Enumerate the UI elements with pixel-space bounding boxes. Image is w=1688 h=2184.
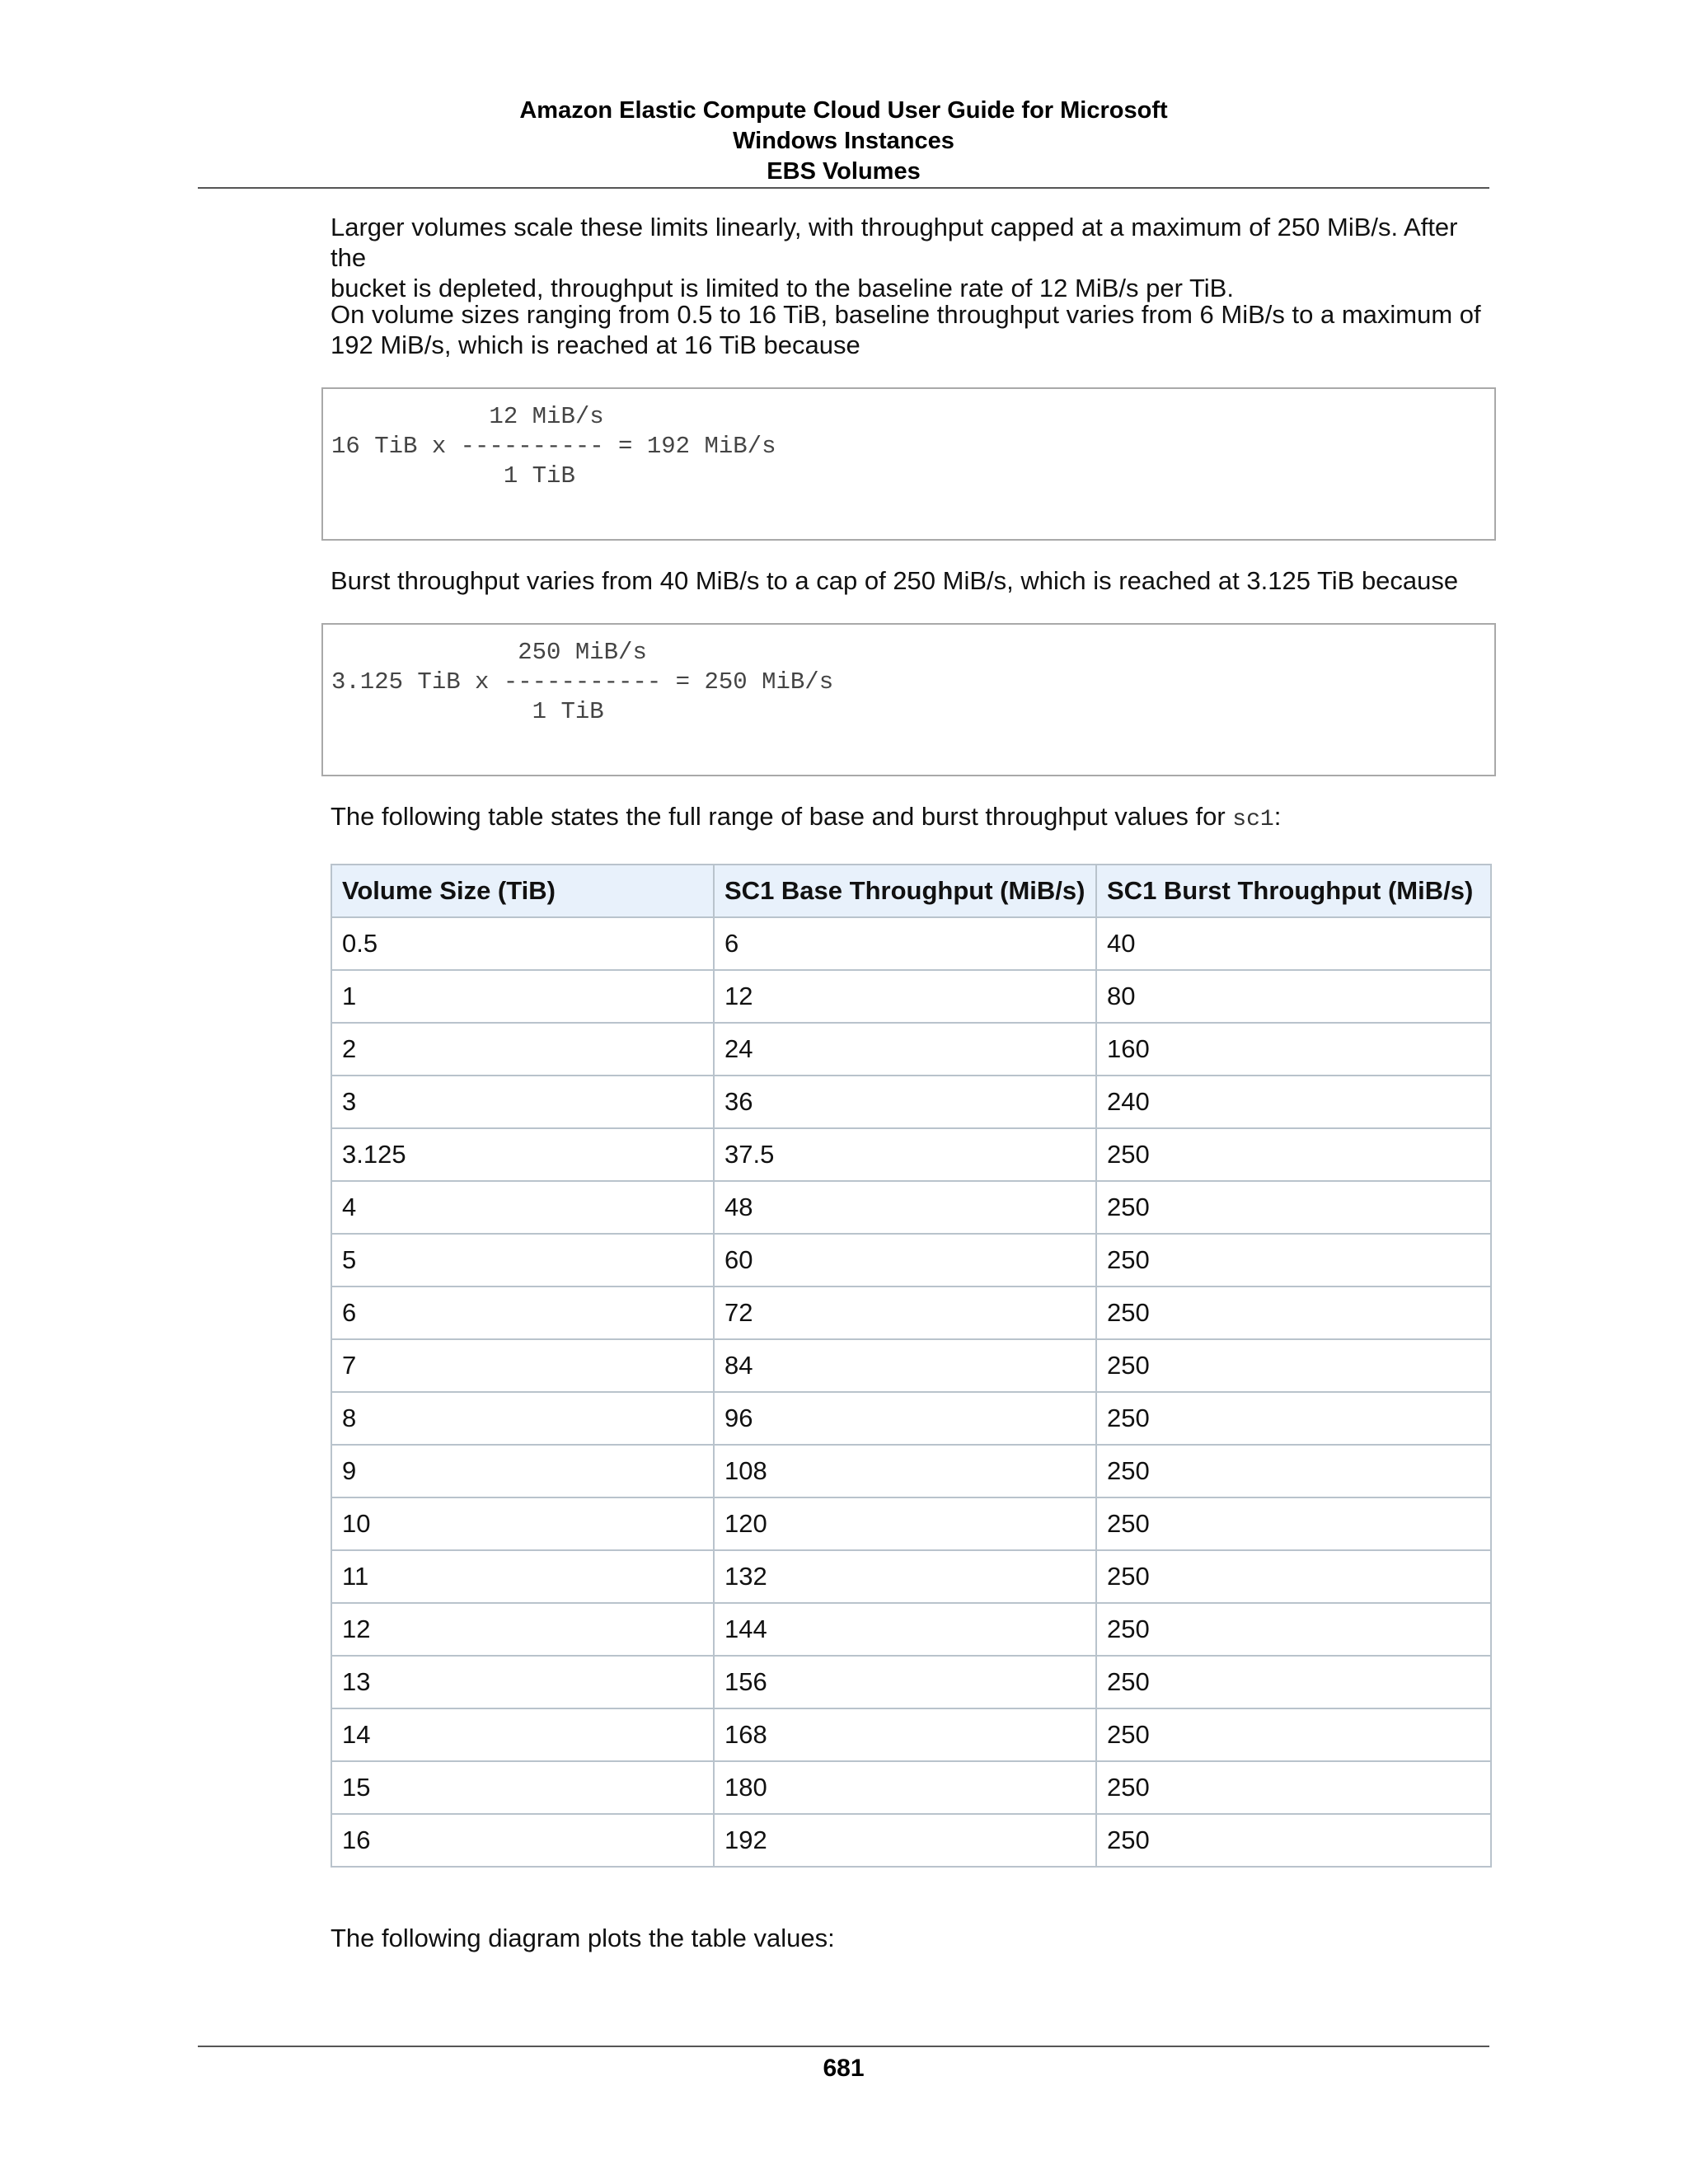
cell-base-throughput: 60 (714, 1234, 1096, 1286)
table-row (331, 1550, 1491, 1603)
cell-base-throughput: 96 (714, 1392, 1096, 1445)
cell-base-throughput: 132 (714, 1550, 1096, 1603)
page-number: 681 (823, 2055, 865, 2082)
column-header-volume-size: Volume Size (TiB) (331, 865, 714, 917)
cell-burst-throughput: 250 (1096, 1392, 1491, 1445)
cell-burst-throughput: 250 (1096, 1234, 1491, 1286)
table-row (331, 970, 1491, 1023)
cell-base-throughput: 37.5 (714, 1128, 1096, 1181)
inline-code-sc1: sc1 (1232, 807, 1274, 832)
code-baseline-formula: 12 MiB/s 16 TiB x ---------- = 192 MiB/s 1 TiB (331, 403, 776, 490)
paragraph-line: 192 MiB/s, which is reached at 16 TiB because (331, 330, 860, 359)
cell-volume-size: 16 (331, 1814, 714, 1867)
table-row (331, 1392, 1491, 1445)
cell-burst-throughput: 250 (1096, 1339, 1491, 1392)
cell-base-throughput: 168 (714, 1708, 1096, 1761)
header-title-line2: Windows Instances (733, 128, 954, 154)
cell-burst-throughput: 250 (1096, 1181, 1491, 1234)
table-body (331, 917, 1491, 1867)
table-row (331, 1656, 1491, 1708)
paragraph-baseline-range (331, 299, 1493, 360)
cell-base-throughput: 84 (714, 1339, 1096, 1392)
paragraph-diagram-intro (331, 1923, 1493, 1953)
cell-volume-size: 2 (331, 1023, 714, 1076)
table-row (331, 1708, 1491, 1761)
paragraph-line: Larger volumes scale these limits linearly, with throughput capped at a maximum of 250 MiB/s. After the (331, 213, 1458, 272)
code-burst-formula: 250 MiB/s 3.125 TiB x ----------- = 250 MiB/s 1 TiB (331, 639, 834, 725)
cell-volume-size: 15 (331, 1761, 714, 1814)
column-header-burst-throughput: SC1 Burst Throughput (MiB/s) (1096, 865, 1491, 917)
paragraph-line: Burst throughput varies from 40 MiB/s to a cap of 250 MiB/s, which is reached at 3.125 TiB because (331, 566, 1459, 595)
cell-burst-throughput: 40 (1096, 917, 1491, 970)
table-row (331, 1023, 1491, 1076)
table-header-row (331, 865, 1491, 917)
cell-burst-throughput: 250 (1096, 1656, 1491, 1708)
code-block-baseline (321, 387, 1496, 541)
cell-base-throughput: 192 (714, 1814, 1096, 1867)
paragraph-line: bucket is depleted, throughput is limited to the baseline rate of 12 MiB/s per TiB. (331, 274, 1234, 302)
cell-base-throughput: 36 (714, 1076, 1096, 1128)
cell-volume-size: 12 (331, 1603, 714, 1656)
cell-base-throughput: 72 (714, 1286, 1096, 1339)
cell-base-throughput: 180 (714, 1761, 1096, 1814)
cell-burst-throughput: 250 (1096, 1497, 1491, 1550)
cell-volume-size: 6 (331, 1286, 714, 1339)
table-row (331, 1286, 1491, 1339)
cell-burst-throughput: 250 (1096, 1708, 1491, 1761)
cell-volume-size: 4 (331, 1181, 714, 1234)
table-row (331, 1814, 1491, 1867)
cell-volume-size: 1 (331, 970, 714, 1023)
cell-volume-size: 13 (331, 1656, 714, 1708)
cell-volume-size: 5 (331, 1234, 714, 1286)
cell-burst-throughput: 80 (1096, 970, 1491, 1023)
paragraph-line: The following diagram plots the table values: (331, 1924, 835, 1952)
paragraph-punctuation: : (1273, 802, 1282, 831)
cell-volume-size: 10 (331, 1497, 714, 1550)
cell-burst-throughput: 250 (1096, 1814, 1491, 1867)
table-row (331, 1128, 1491, 1181)
header-title-line1: Amazon Elastic Compute Cloud User Guide for Microsoft (519, 97, 1168, 124)
cell-burst-throughput: 240 (1096, 1076, 1491, 1128)
paragraph-burst-range (331, 565, 1493, 596)
table-row (331, 1076, 1491, 1128)
page-header (198, 96, 1489, 187)
paragraph-larger-volumes (331, 212, 1493, 303)
table-row (331, 1761, 1491, 1814)
cell-base-throughput: 6 (714, 917, 1096, 970)
cell-burst-throughput: 250 (1096, 1128, 1491, 1181)
column-header-base-throughput: SC1 Base Throughput (MiB/s) (714, 865, 1096, 917)
cell-base-throughput: 120 (714, 1497, 1096, 1550)
paragraph-text: The following table states the full range of base and burst throughput values for (331, 802, 1233, 831)
cell-burst-throughput: 160 (1096, 1023, 1491, 1076)
table-row (331, 1445, 1491, 1497)
table-row (331, 1603, 1491, 1656)
cell-base-throughput: 108 (714, 1445, 1096, 1497)
cell-base-throughput: 24 (714, 1023, 1096, 1076)
cell-base-throughput: 48 (714, 1181, 1096, 1234)
cell-volume-size: 7 (331, 1339, 714, 1392)
cell-volume-size: 0.5 (331, 917, 714, 970)
cell-burst-throughput: 250 (1096, 1761, 1491, 1814)
code-block-burst (321, 623, 1496, 776)
cell-burst-throughput: 250 (1096, 1550, 1491, 1603)
cell-base-throughput: 144 (714, 1603, 1096, 1656)
header-divider (198, 187, 1489, 189)
cell-base-throughput: 156 (714, 1656, 1096, 1708)
cell-volume-size: 9 (331, 1445, 714, 1497)
cell-volume-size: 14 (331, 1708, 714, 1761)
header-section-title: EBS Volumes (767, 158, 921, 185)
cell-burst-throughput: 250 (1096, 1445, 1491, 1497)
cell-volume-size: 8 (331, 1392, 714, 1445)
throughput-table (331, 864, 1492, 1868)
cell-burst-throughput: 250 (1096, 1603, 1491, 1656)
table-row (331, 1234, 1491, 1286)
table-row (331, 1181, 1491, 1234)
cell-volume-size: 11 (331, 1550, 714, 1603)
cell-base-throughput: 12 (714, 970, 1096, 1023)
table-row (331, 1339, 1491, 1392)
cell-volume-size: 3.125 (331, 1128, 714, 1181)
table-row (331, 1497, 1491, 1550)
paragraph-line: On volume sizes ranging from 0.5 to 16 TiB, baseline throughput varies from 6 MiB/s to a maximum of (331, 300, 1481, 329)
table-row (331, 917, 1491, 970)
cell-volume-size: 3 (331, 1076, 714, 1128)
paragraph-table-intro (331, 801, 1493, 835)
footer-divider (198, 2046, 1489, 2047)
cell-burst-throughput: 250 (1096, 1286, 1491, 1339)
